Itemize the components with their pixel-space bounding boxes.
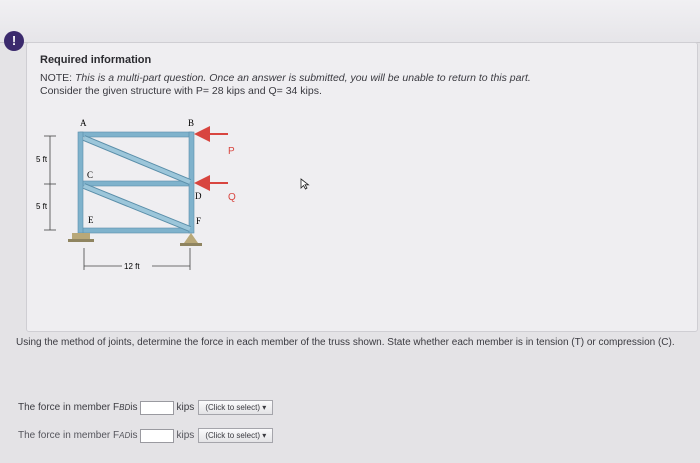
given-text: Consider the given structure with P= 28 kips and Q= 34 kips. <box>40 85 322 97</box>
label-p: P <box>228 146 235 157</box>
mouse-cursor-icon <box>300 178 310 190</box>
unit-label: kips <box>176 402 195 413</box>
fbd-value-input[interactable] <box>140 401 174 415</box>
note-prefix: NOTE: <box>40 72 73 84</box>
dimension-lines <box>44 136 190 270</box>
answer-row-fbd <box>18 400 273 415</box>
row-subscript: BD <box>119 403 131 412</box>
label-e: E <box>88 215 94 225</box>
unit-label: kips <box>176 430 195 441</box>
answer-row-fad <box>18 428 273 443</box>
truss-members <box>78 132 194 233</box>
dim-width: 12 ft <box>124 262 140 271</box>
row-prefix: The force in member F <box>18 402 120 413</box>
note-text <box>40 72 640 98</box>
label-a: A <box>80 118 87 128</box>
supports <box>68 233 202 246</box>
truss-figure <box>30 112 330 282</box>
label-d: D <box>195 191 202 201</box>
dim-bottom: 5 ft <box>36 202 48 211</box>
fad-tension-select[interactable]: (Click to select) ▾ <box>198 428 273 443</box>
exclamation-icon: ! <box>4 31 24 51</box>
dim-top: 5 ft <box>36 155 48 164</box>
row-prefix: The force in member F <box>18 430 120 441</box>
select-label: (Click to select) <box>205 403 260 412</box>
row-suffix: is <box>130 402 138 413</box>
label-c: C <box>87 170 94 180</box>
select-label: (Click to select) <box>205 431 260 440</box>
info-title: Required information <box>40 54 152 66</box>
row-subscript: AD <box>119 431 131 440</box>
question-text: Using the method of joints, determine the force in each member of the truss shown. State whether each member is in tension (T) or compression (C). <box>16 337 675 348</box>
fbd-tension-select[interactable]: (Click to select) ▾ <box>198 400 273 415</box>
note-italic: This is a multi-part question. Once an answer is submitted, you will be unable to return to this part. <box>75 72 531 84</box>
label-f: F <box>196 216 202 226</box>
page-top-bar <box>0 0 700 43</box>
fad-value-input[interactable] <box>140 429 174 443</box>
label-b: B <box>188 118 195 128</box>
row-suffix: is <box>130 430 138 441</box>
label-q: Q <box>228 192 236 203</box>
